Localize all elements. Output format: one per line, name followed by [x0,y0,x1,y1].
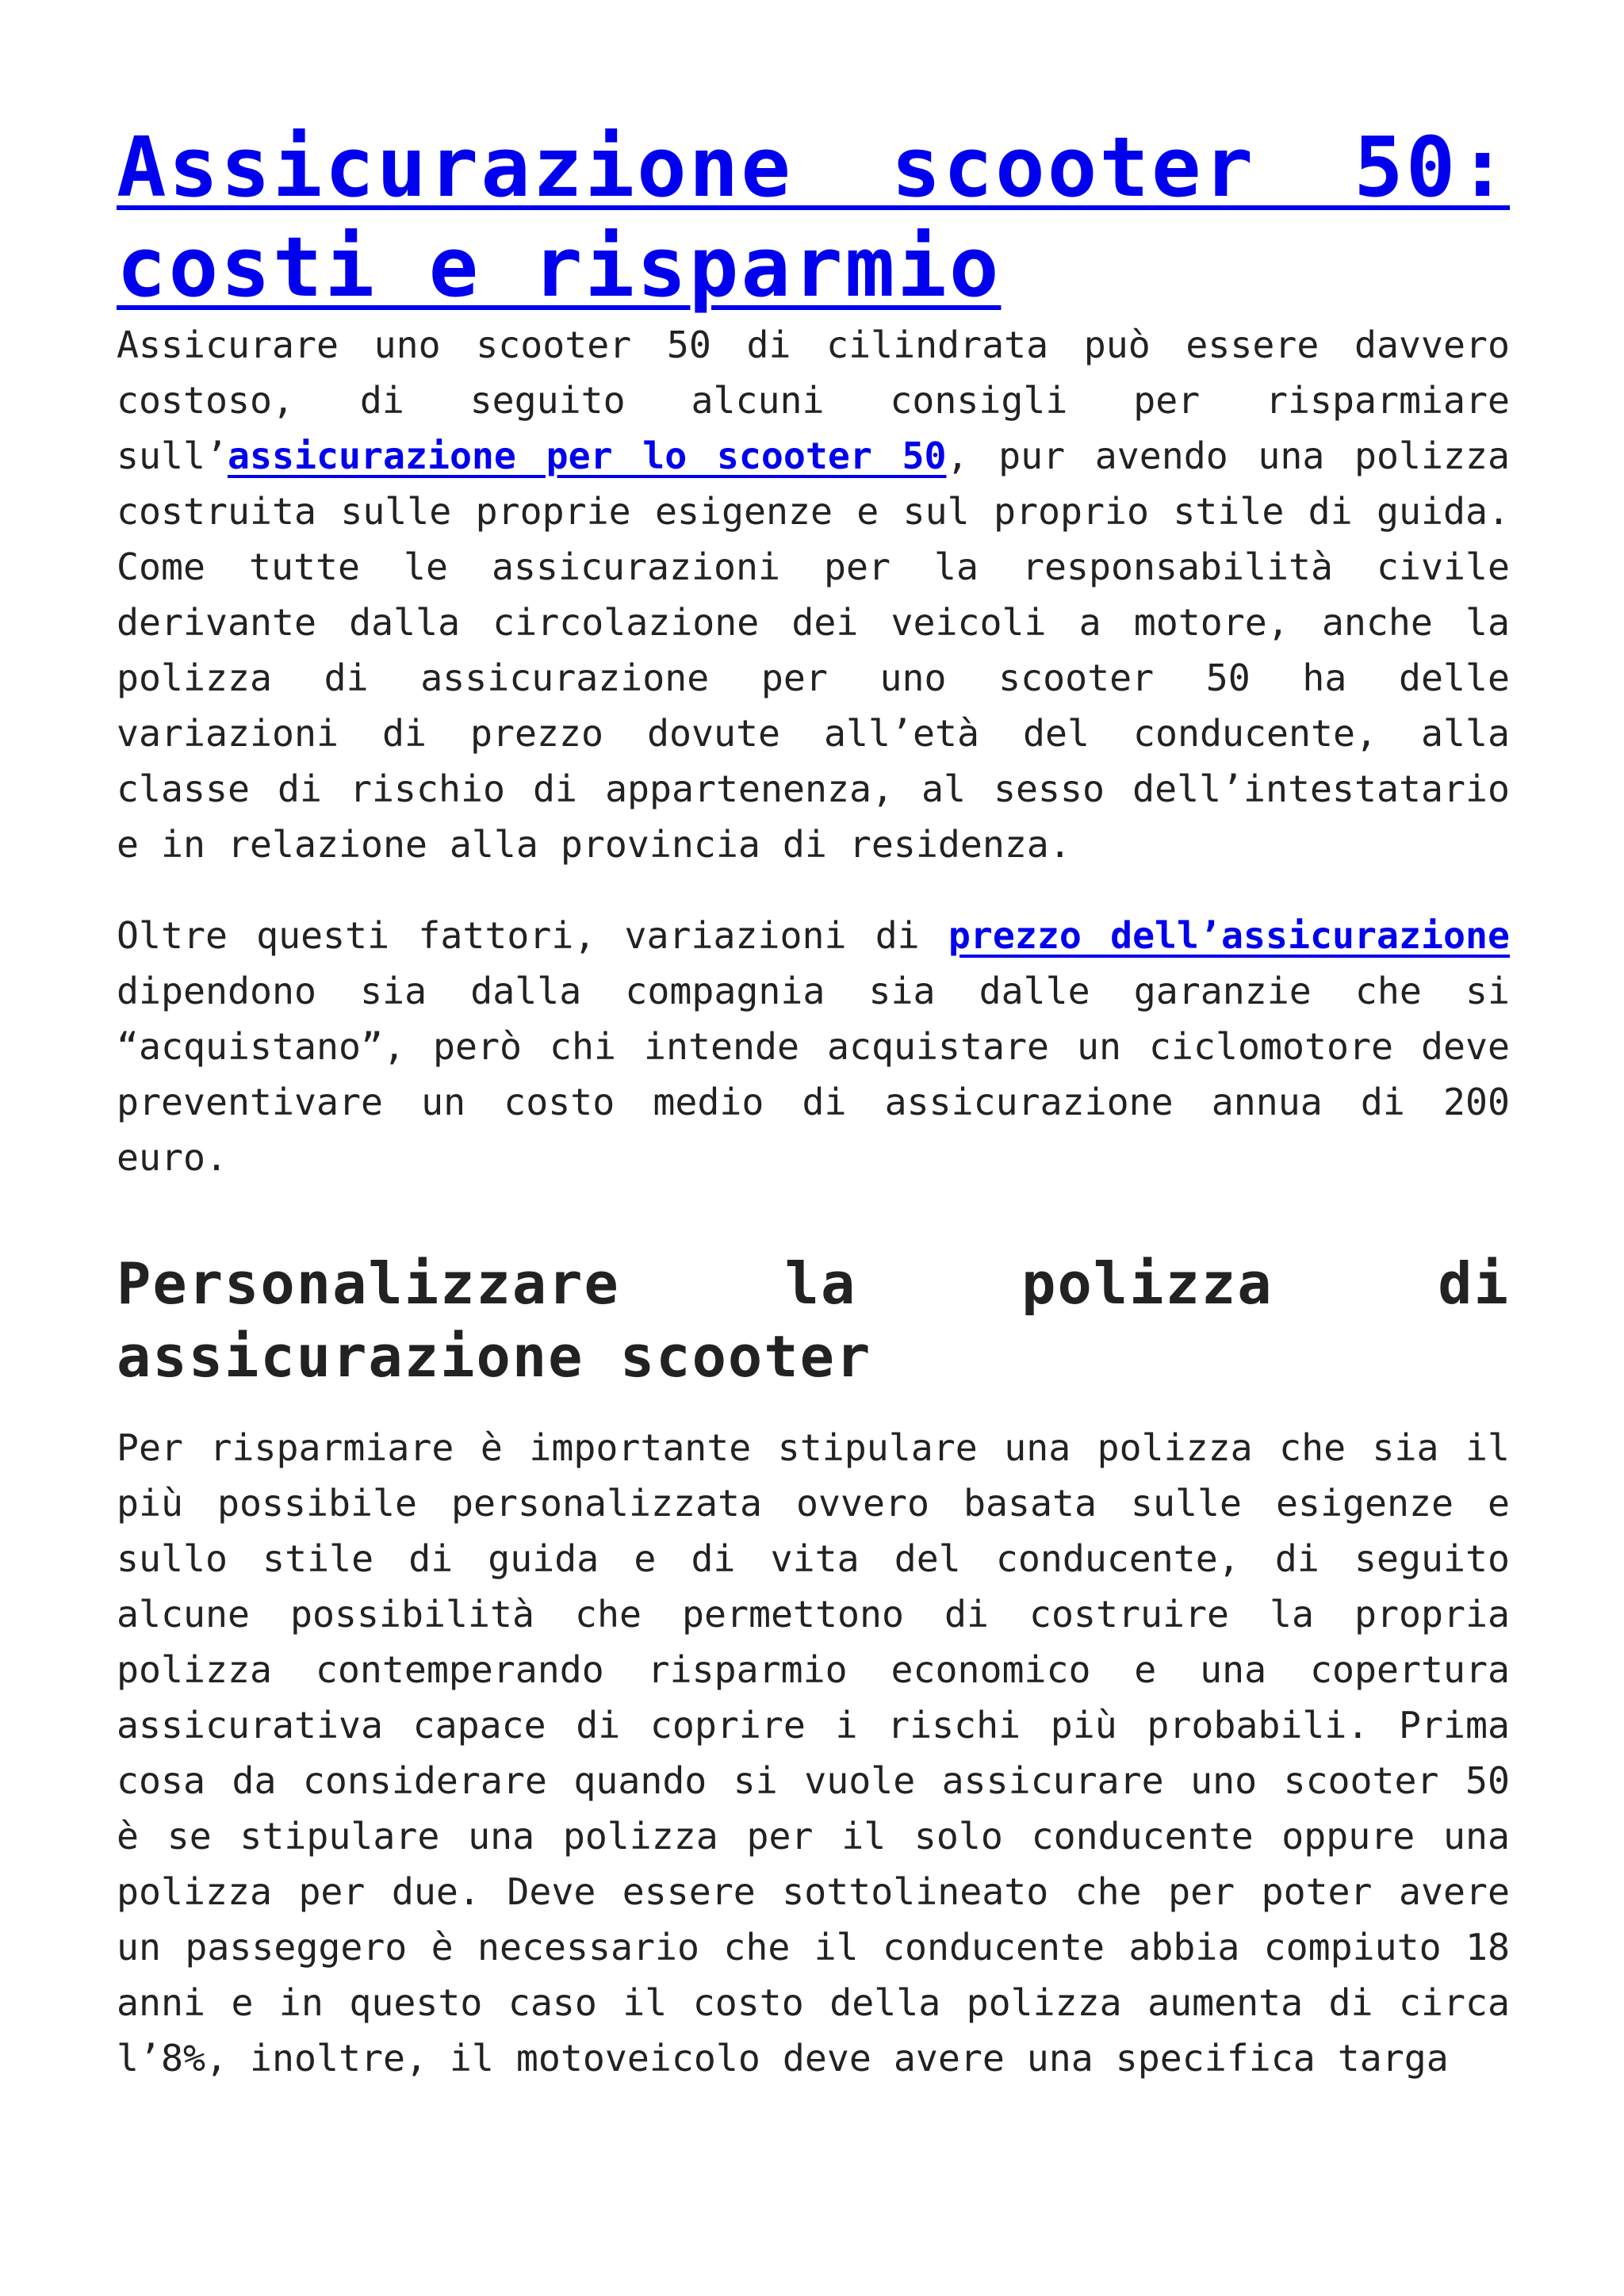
title-link[interactable]: Assicurazione scooter 50: costi e risparmio [117,119,1510,316]
intro-paragraph [117,317,1510,872]
price-text-after: dipendono sia dalla compagnia sia dalle garanzie che si “acquistano”, però chi intende acquistare un ciclomotore deve preventivare un costo medio di assicurazione annua di 200 euro. [117,970,1510,1179]
section-heading: Personalizzare la polizza di assicurazione scooter [117,1250,1510,1390]
intro-text-before: Assicurare uno scooter 50 di cilindrata può essere davvero costoso, di seguito alcuni consigli per risparmiare sull’ [117,323,1510,477]
section-paragraph: Per risparmiare è importante stipulare una polizza che sia il più possibile personalizzata ovvero basata sulle esigenze e sullo stile di guida e di vita del conducente, di seguito alcune possibilità che permettono di costruire la propria polizza contemperando risparmio economico e una copertura assicurativa capace di coprire i rischi più probabili. Prima cosa da considerare quando si vuole assicurare uno scooter 50 è se stipulare una polizza per il solo conducente oppure una polizza per due. Deve essere sottolineato che per poter avere un passeggero è necessario che il conducente abbia compiuto 18 anni e in questo caso il costo della polizza aumenta di circa l’8%, inoltre, il motoveicolo deve avere una specifica targa [117,1426,1510,2080]
insurance-price-link[interactable]: prezzo dell’assicurazione [948,914,1510,957]
scooter-insurance-link[interactable]: assicurazione per lo scooter 50 [227,434,947,477]
page-title [117,117,1510,317]
price-text-before: Oltre questi fattori, variazioni di [117,914,948,957]
price-factors-paragraph [117,908,1510,1185]
intro-text-after: , pur avendo una polizza costruita sulle proprie esigenze e sul proprio stile di guida. Come tutte le assicurazioni per la responsabilità civile derivante dalla circolazione dei veicoli a motore, anche la polizza di assicurazione per uno scooter 50 ha delle variazioni di prezzo dovute all’età del conducente, alla classe di rischio di appartenenza, al sesso dell’intestatario e in relazione alla provincia di residenza. [117,434,1511,866]
article [117,117,1510,2122]
